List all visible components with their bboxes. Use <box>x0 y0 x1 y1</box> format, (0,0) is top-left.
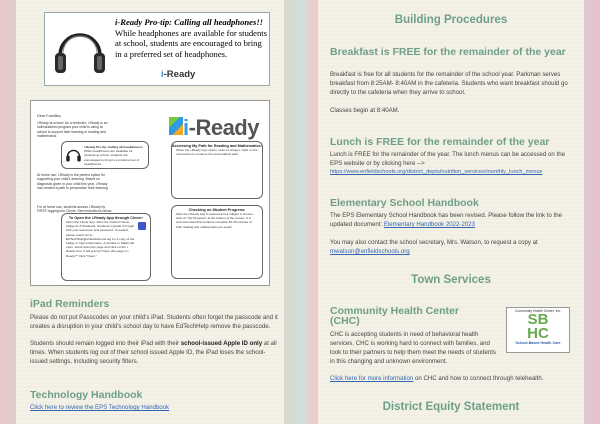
breakfast-paragraph: Breakfast is free for all students for the remainder of the school year. Parkman serves breakfast from 8:25AM- 8:40AM in the cafeteria. Students who want breakfast should go directly to the cafeteria when they arrive to school. <box>330 71 568 96</box>
flyer-access-box: Accessing My Path for Reading and Mathematics: When the i-Ready logo opens, select a subject. Click on the new lesson to continue the personalized path. <box>171 141 263 199</box>
lunch-heading: Lunch is FREE for the remainder of the year <box>330 136 550 148</box>
headphones-icon <box>65 147 82 164</box>
elementary-handbook-link[interactable]: Elementary Handbook 2022-2023 <box>383 221 476 228</box>
iready-logo: i-Ready <box>161 69 196 80</box>
elementary-handbook-heading: Elementary School Handbook <box>330 197 479 209</box>
secretary-email-link[interactable]: mwatson@enfieldschools.org <box>330 248 410 255</box>
iready-flyer-image <box>30 100 270 286</box>
flyer-intro: i-Ready at school: As a reminder, i-Ready is an individualized program your child is using at school to support their learning of reading and mathematics. <box>37 121 108 139</box>
chc-more-info: Click here for more information on CHC and how to connect through telehealth. <box>330 375 544 382</box>
breakfast-heading: Breakfast is FREE for the remainder of the year <box>330 46 566 58</box>
building-procedures-title: Building Procedures <box>394 14 508 26</box>
chc-heading: Community Health Center (CHC) <box>330 305 459 327</box>
handbook-contact-paragraph: You may also contact the school secretary, Mrs. Watson, to request a copy at mwatson@enfieldschools.org <box>330 239 538 255</box>
chc-more-info-link[interactable]: Click here for more information <box>330 375 414 382</box>
protip-title: i-Ready Pro-tip: Calling all headphones!! <box>115 17 264 27</box>
iready-big-logo: i-Ready <box>183 115 259 140</box>
iready-protip-image <box>44 12 270 86</box>
flyer-open-box: To Open the i-Ready App through Clever: Open the Clever App. Scan the student Clever badge (K-5 Students). Students in grade 3-5 login with your username and password. If needed, please reach out to EDTechHelp@enfieldschools.org for a copy of the badge or login information. A window to Safari will open. Scroll down the page and click on the i-Ready icon. It will prompt "Open this page in i-Ready?" Click "Open." <box>61 213 151 281</box>
lunch-paragraph: Lunch is FREE for the remainder of the year. The lunch menus can be accessed on the EPS website or by clicking here --> <box>330 151 565 167</box>
ipad-heading: iPad Reminders <box>30 298 110 310</box>
headphones-icon <box>51 21 109 79</box>
right-column <box>318 0 584 424</box>
classes-begin-text: Classes begin at 8:40AM. <box>330 107 400 114</box>
technology-handbook-heading: Technology Handbook <box>30 389 143 401</box>
school-based-health-care-logo: Community Health Center, Inc. SB HC School-Based Health Care <box>506 307 570 353</box>
flyer-bottom-note: For at home use, students access i-Ready by FIRST logging into Clever. See instructions below. <box>37 205 113 214</box>
chc-paragraph: CHC is accepting students in need of behavioral health services. CHC is working hard to connect with families, and look to their partners to help them meet the needs of students in this changing and unknown environment. <box>330 331 496 365</box>
iready-logo-mark <box>169 117 183 135</box>
ipad-paragraph-2: Students should remain logged into their iPad with their school-issued Apple ID only at all times. When students log out of their school issued Apple ID, the iPad loses the school-issued settings, including security filters. <box>30 340 277 365</box>
district-equity-title: District Equity Statement <box>382 401 520 413</box>
ipad-paragraph-1: Please do not put Passcodes on your child's iPad. Students often forget the passcode and it creates a disruption in your child's school day to have EdTechHelp remove the passcode. <box>30 314 278 330</box>
protip-body: While headphones are available for students at school, students are encouraged to bring in a preferred set of headphones. <box>115 27 268 59</box>
technology-handbook-link[interactable]: Click here to review the EPS Technology Handbook <box>30 404 170 411</box>
lunch-menu-link[interactable]: https://www.enfieldschools.org/district_depts/nutrition_services/monthly_lunch_menus <box>330 169 543 175</box>
town-services-title: Town Services <box>411 274 491 286</box>
clever-app-icon <box>138 222 146 230</box>
handbook-paragraph: The EPS Elementary School Handbook has been revised. Please follow the link to the updated document: Elementary Handbook 2022-2023 <box>330 212 563 228</box>
left-column <box>16 0 284 424</box>
flyer-progress-box: Checking on Student Progress: After the i-Ready App is opened and a subject is chosen, click on "My Progress" at the bottom of the screen. It is recommended that students complete 30-45 minutes of both reading and mathematics per week! <box>171 205 263 279</box>
flyer-greeting: Dear Families, <box>37 114 62 118</box>
flyer-protip-box: i-Ready Pro-tip: Calling all headphones! While headphones are available for students at school, students are encouraged to bring in a preferred set of headphones. <box>61 141 149 169</box>
flyer-athome: At home use: i-Ready is the perfect option for supporting your child's learning. Based on diagnostic given in your child this year, i-Ready has created a path to personalize their learning. <box>37 173 109 191</box>
